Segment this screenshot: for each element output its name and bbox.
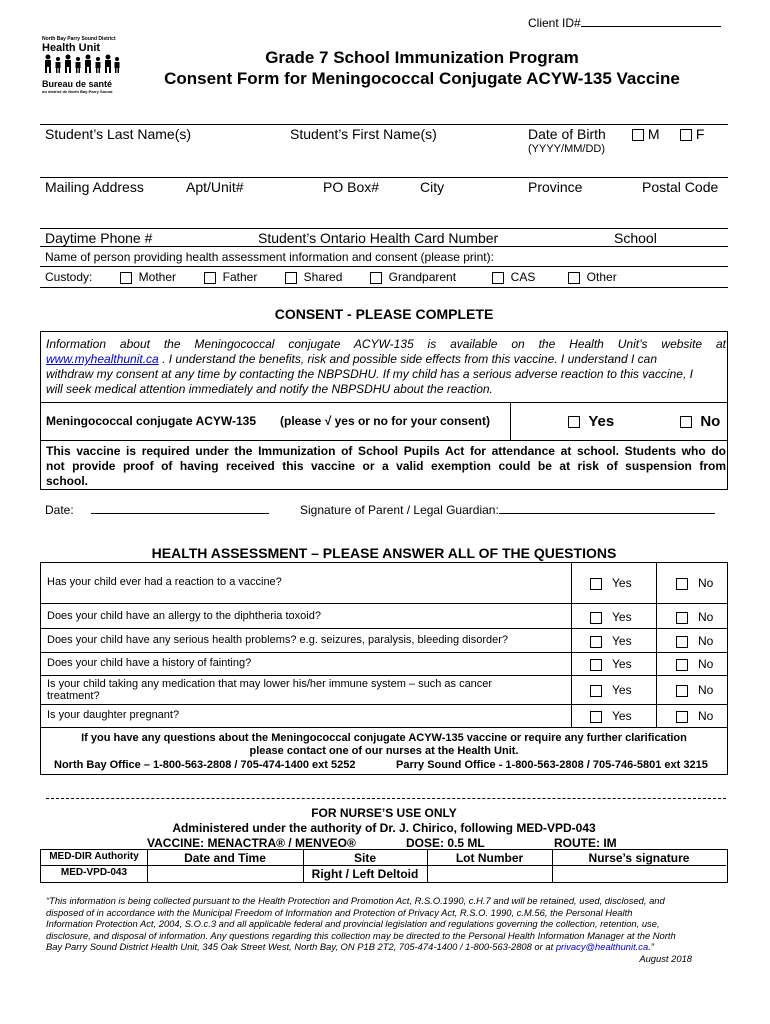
client-id [528, 16, 721, 30]
date-row [45, 503, 269, 517]
required-line3: school. [46, 474, 89, 488]
logo-line2: Health Unit [42, 42, 101, 54]
nurse-heading: FOR NURSE’S USE ONLY [311, 806, 457, 820]
nurse-dose: DOSE: 0.5 ML [406, 836, 485, 850]
q3-yes [590, 634, 632, 648]
dob-label: Date of Birth [528, 126, 606, 142]
consent-info [46, 337, 726, 397]
q4-yes-checkbox[interactable] [590, 659, 602, 671]
q3-yes-label: Yes [612, 634, 632, 648]
q1-no-checkbox[interactable] [676, 578, 688, 590]
q1-yes-label: Yes [612, 576, 632, 590]
divider [41, 628, 727, 629]
sex-female [680, 126, 704, 142]
consent-instruction: (please √ yes or no for your consent) [280, 414, 490, 428]
privacy-line3: Information Protection Act, 2004, S.O.c.3 and all applicable federal and provincial legislation and regulations governing the collection, retention, use, [46, 918, 660, 929]
divider [41, 603, 727, 604]
consent-yes-label: Yes [588, 413, 615, 430]
custody-other-checkbox[interactable] [568, 272, 580, 284]
required-line1: This vaccine is required under the Immunization of School Pupils Act for attendance at school. Students who do [46, 444, 726, 458]
custody-father [204, 270, 257, 284]
form-subtitle: Consent Form for Meningococcal Conjugate ACYW-135 Vaccine [164, 69, 680, 88]
city-label: City [420, 179, 445, 195]
q5-yes [590, 683, 632, 697]
school-label: School [614, 230, 657, 246]
custody-shared-checkbox[interactable] [285, 272, 297, 284]
consent-no [680, 413, 720, 430]
med-dir-authority: MED-DIR Authority [49, 851, 139, 862]
q1-yes-checkbox[interactable] [590, 578, 602, 590]
logo-line4: du district de North Bay-Parry Sound [42, 89, 113, 94]
privacy-line5: Bay Parry Sound District Health Unit, 345 Oak Street West, North Bay, ON P1B 2T2, 705-474-1400 / 1-800-563-2808 or at [46, 941, 554, 952]
divider [40, 177, 728, 178]
custody-grandparent-checkbox[interactable] [370, 272, 382, 284]
mailing-address-label: Mailing Address [45, 179, 144, 195]
consent-info-line4: will seek medical attention immediately and notify the NBPSDHU about the reaction. [46, 382, 493, 396]
client-id-label: Client ID# [528, 16, 581, 30]
consent-info-line2: . I understand the benefits, risk and possible side effects from this vaccine. I understand I can [162, 352, 657, 366]
health-card-label: Student’s Ontario Health Card Number [258, 230, 499, 246]
question-allergy: Does your child have an allergy to the diphtheria toxoid? [47, 610, 321, 622]
consent-info-line3: withdraw my consent at any time by contacting the NBPSDHU. If my child has a serious adverse reaction to this vaccine, I [46, 367, 693, 381]
custody-shared [285, 270, 342, 284]
dob-format: (YYYY/MM/DD) [528, 143, 605, 155]
vaccine-label: Meningococcal conjugate ACYW-135 [46, 414, 257, 428]
contact-line2: please contact one of our nurses at the Health Unit. [249, 745, 519, 757]
apt-unit-label: Apt/Unit# [186, 179, 244, 195]
consent-heading: CONSENT - PLEASE COMPLETE [274, 306, 494, 322]
custody-father-checkbox[interactable] [204, 272, 216, 284]
last-name-label: Student’s Last Name(s) [45, 126, 192, 142]
q5-yes-checkbox[interactable] [590, 685, 602, 697]
divider [40, 228, 728, 229]
custody-shared-label: Shared [303, 270, 343, 284]
custody-mother-label: Mother [138, 270, 177, 284]
q1-no-label: No [698, 576, 714, 590]
signature-field[interactable] [499, 513, 715, 514]
divider [656, 562, 657, 727]
med-vpd: MED-VPD-043 [60, 867, 128, 878]
consent-no-checkbox[interactable] [680, 416, 692, 428]
logo-line3: Bureau de santé [42, 79, 113, 89]
logo [42, 36, 128, 94]
divider [41, 652, 727, 653]
question-medication-cont: treatment? [47, 690, 100, 702]
custody-cas-label: CAS [510, 270, 536, 284]
custody-cas [492, 270, 535, 284]
custody-mother [120, 270, 176, 284]
q4-yes [590, 657, 632, 671]
divider [41, 675, 727, 676]
question-medication: Is your child taking any medication that may lower his/her immune system – such as cancer [47, 678, 493, 690]
q1-no [676, 576, 713, 590]
q5-no-checkbox[interactable] [676, 685, 688, 697]
male-label: M [647, 126, 660, 142]
form-title: Grade 7 School Immunization Program [265, 48, 579, 67]
sex-male [632, 126, 660, 142]
nurse-authority: Administered under the authority of Dr. J. Chirico, following MED-VPD-043 [172, 821, 596, 835]
health-heading: HEALTH ASSESSMENT – PLEASE ANSWER ALL OF THE QUESTIONS [151, 545, 617, 561]
consent-no-label: No [700, 413, 721, 430]
q3-no-label: No [698, 634, 714, 648]
footer-date: August 2018 [639, 952, 692, 964]
nurse-signature: Nurse’s signature [588, 851, 690, 865]
q3-yes-checkbox[interactable] [590, 636, 602, 648]
q4-yes-label: Yes [612, 657, 632, 671]
divider [40, 124, 728, 125]
q5-no-label: No [698, 683, 714, 697]
custody-other-label: Other [586, 270, 617, 284]
q4-no-checkbox[interactable] [676, 659, 688, 671]
privacy-end: .” [648, 941, 654, 952]
privacy-line4: disclosure, and disposal of information. Any questions regarding this collection may be directed to the Personal Health Information Manager at the North [46, 929, 676, 941]
female-checkbox[interactable] [680, 129, 692, 141]
privacy-line2: disposed of in accordance with the Municipal Freedom of Information and Protection of Privacy Act, R.S.O. 1990, c.M.56, the Personal Health [46, 906, 633, 918]
q3-no [676, 634, 713, 648]
postal-code-label: Postal Code [642, 179, 719, 195]
people-logo-icon [42, 54, 122, 74]
province-label: Province [528, 179, 583, 195]
nurse-site-value: Right / Left Deltoid [311, 867, 419, 881]
north-bay-office: North Bay Office – 1-800-563-2808 / 705-474-1400 ext 5252 [54, 759, 356, 771]
client-id-field[interactable] [581, 26, 721, 27]
custody-cas-checkbox[interactable] [492, 272, 504, 284]
custody-grandparent [370, 270, 456, 284]
daytime-phone-label: Daytime Phone # [45, 230, 153, 246]
privacy-email[interactable]: privacy@healthunit.ca [555, 941, 649, 952]
person-providing-label: Name of person providing health assessment information and consent (please print): [45, 250, 494, 264]
consent-yes [568, 413, 614, 430]
question-vaccine-reaction: Has your child ever had a reaction to a vaccine? [47, 576, 282, 588]
signature-row [300, 503, 715, 517]
required-notice [46, 444, 726, 489]
question-pregnant: Is your daughter pregnant? [47, 709, 180, 721]
female-label: F [695, 126, 705, 142]
privacy-line1: “This information is being collected pursuant to the Health Protection and Promotion Act, R.S.O.1990, c.H.7 and will be retained, used, disclosed, and [46, 895, 665, 906]
contact-line1: If you have any questions about the Meningococcal conjugate ACYW-135 vaccine or require any further clarification [81, 732, 687, 744]
divider [40, 287, 728, 288]
divider [41, 704, 727, 705]
q6-no [676, 709, 713, 723]
divider [571, 562, 572, 727]
q2-yes [590, 610, 632, 624]
logo-line1: North Bay Parry Sound District [42, 36, 116, 42]
divider [510, 402, 511, 440]
signature-label: Signature of Parent / Legal Guardian: [300, 503, 499, 517]
divider [40, 246, 728, 247]
q6-yes [590, 709, 632, 723]
consent-yes-checkbox[interactable] [568, 416, 580, 428]
custody-label: Custody: [45, 270, 93, 284]
q2-no-checkbox[interactable] [676, 612, 688, 624]
po-box-label: PO Box# [323, 179, 380, 195]
divider [40, 266, 728, 267]
divider [41, 865, 726, 866]
consent-info-line1: Information about the Meningococcal conjugate ACYW-135 is available on the Health Unit’s website at [46, 337, 726, 351]
q2-yes-label: Yes [612, 610, 632, 624]
q3-no-checkbox[interactable] [676, 636, 688, 648]
custody-mother-checkbox[interactable] [120, 272, 132, 284]
q6-no-checkbox[interactable] [676, 711, 688, 723]
q2-no-label: No [698, 610, 714, 624]
date-field[interactable] [91, 513, 269, 514]
custody-grandparent-label: Grandparent [388, 270, 457, 284]
divider [41, 402, 727, 403]
nurse-vaccine: VACCINE: MENACTRA® / MENVEO® [147, 836, 356, 850]
privacy-notice [46, 895, 726, 964]
nurse-lot-number: Lot Number [455, 851, 524, 865]
nurse-route: ROUTE: IM [554, 836, 617, 850]
q6-no-label: No [698, 709, 714, 723]
parry-sound-office: Parry Sound Office - 1-800-563-2808 / 705-746-5801 ext 3215 [396, 759, 708, 771]
cut-line [46, 798, 726, 799]
nurse-date-time: Date and Time [184, 851, 266, 865]
first-name-label: Student’s First Name(s) [290, 126, 437, 142]
nurse-site: Site [353, 851, 376, 865]
website-link[interactable]: www.myhealthunit.ca [46, 352, 159, 366]
q4-no-label: No [698, 657, 714, 671]
custody-father-label: Father [222, 270, 258, 284]
question-fainting: Does your child have a history of fainting? [47, 657, 252, 669]
q1-yes [590, 576, 632, 590]
q2-no [676, 610, 713, 624]
custody-other [568, 270, 617, 284]
q6-yes-label: Yes [612, 709, 632, 723]
q5-yes-label: Yes [612, 683, 632, 697]
q2-yes-checkbox[interactable] [590, 612, 602, 624]
date-label: Date: [45, 503, 74, 517]
required-line2: not provide proof of having received this vaccine or a valid exemption could be at risk of suspension from [46, 459, 726, 473]
divider [41, 440, 727, 441]
q5-no [676, 683, 713, 697]
q6-yes-checkbox[interactable] [590, 711, 602, 723]
question-health-problems: Does your child have any serious health problems? e.g. seizures, paralysis, bleeding disorder? [47, 634, 509, 646]
q4-no [676, 657, 713, 671]
male-checkbox[interactable] [632, 129, 644, 141]
